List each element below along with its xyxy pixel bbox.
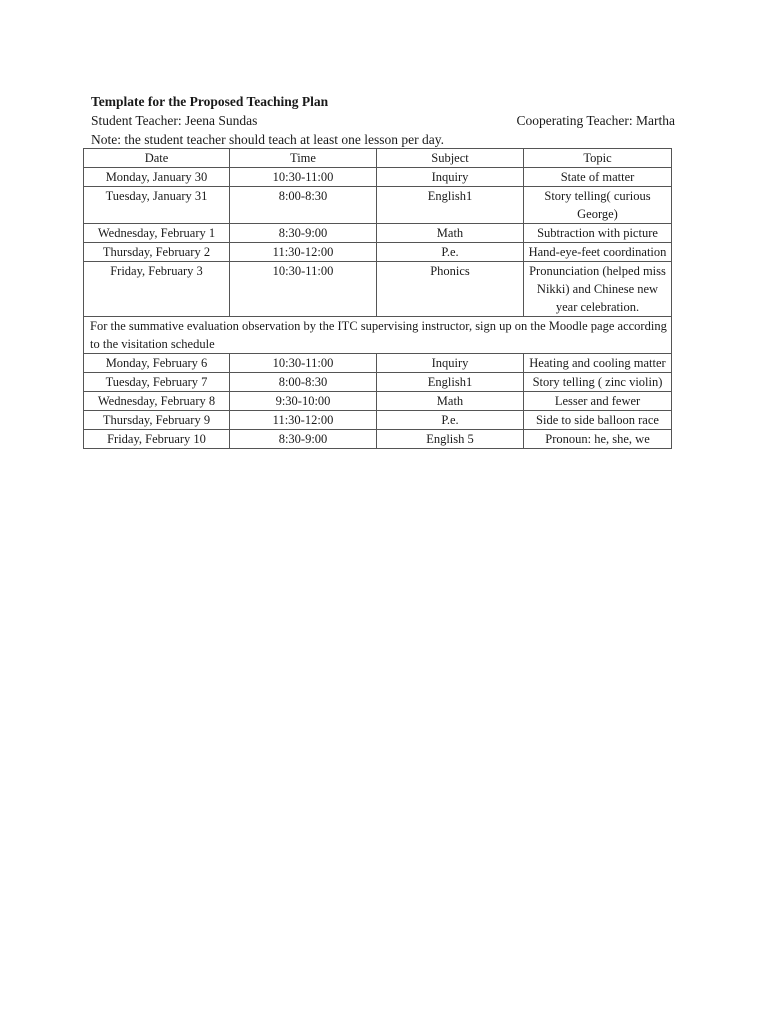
cell-topic: Story telling( curious George): [524, 187, 672, 224]
cell-topic: Lesser and fewer: [524, 392, 672, 411]
cell-date: Tuesday, January 31: [84, 187, 230, 224]
cell-topic: Pronoun: he, she, we: [524, 430, 672, 449]
cell-topic: Hand-eye-feet coordination: [524, 243, 672, 262]
cell-subject: Math: [377, 392, 524, 411]
header-date: Date: [84, 149, 230, 168]
student-teacher: Student Teacher: Jeena Sundas: [91, 113, 258, 128]
cell-topic: Heating and cooling matter: [524, 354, 672, 373]
cell-date: Wednesday, February 8: [84, 392, 230, 411]
table-row: [84, 392, 672, 411]
header-time: Time: [230, 149, 377, 168]
cell-time: 8:00-8:30: [230, 187, 377, 224]
cell-date: Friday, February 10: [84, 430, 230, 449]
cell-time: 11:30-12:00: [230, 411, 377, 430]
cell-date: Tuesday, February 7: [84, 373, 230, 392]
cell-time: 11:30-12:00: [230, 243, 377, 262]
cell-date: Monday, February 6: [84, 354, 230, 373]
cell-time: 8:30-9:00: [230, 224, 377, 243]
cell-topic: Pronunciation (helped miss Nikki) and Chinese new year celebration.: [524, 262, 672, 317]
cell-time: 9:30-10:00: [230, 392, 377, 411]
cell-subject: English1: [377, 373, 524, 392]
summative-evaluation-notice: For the summative evaluation observation by the ITC supervising instructor, sign up on the Moodle page according to the visitation schedule: [84, 317, 672, 354]
teaching-plan-page: [83, 92, 673, 449]
table-row: [84, 354, 672, 373]
table-row: [84, 262, 672, 317]
note: Note: the student teacher should teach at least one lesson per day.: [91, 132, 445, 147]
cell-subject: Math: [377, 224, 524, 243]
cell-time: 8:00-8:30: [230, 373, 377, 392]
teachers-line: [83, 111, 673, 130]
cell-topic: Story telling ( zinc violin): [524, 373, 672, 392]
cell-subject: P.e.: [377, 243, 524, 262]
cell-topic: State of matter: [524, 168, 672, 187]
table-row: [84, 411, 672, 430]
cell-subject: Phonics: [377, 262, 524, 317]
cell-time: 10:30-11:00: [230, 168, 377, 187]
cell-time: 8:30-9:00: [230, 430, 377, 449]
header-topic: Topic: [524, 149, 672, 168]
table-header-row: [84, 149, 672, 168]
cell-date: Friday, February 3: [84, 262, 230, 317]
cell-date: Monday, January 30: [84, 168, 230, 187]
document-title: Template for the Proposed Teaching Plan: [91, 94, 329, 109]
header-subject: Subject: [377, 149, 524, 168]
cell-subject: English 5: [377, 430, 524, 449]
table-row: [84, 430, 672, 449]
notice-row: [84, 317, 672, 354]
cell-date: Thursday, February 2: [84, 243, 230, 262]
table-row: [84, 373, 672, 392]
table-row: [84, 224, 672, 243]
cell-date: Wednesday, February 1: [84, 224, 230, 243]
cell-date: Thursday, February 9: [84, 411, 230, 430]
cell-topic: Subtraction with picture: [524, 224, 672, 243]
table-row: [84, 243, 672, 262]
schedule-table: [83, 148, 672, 449]
cell-time: 10:30-11:00: [230, 262, 377, 317]
cell-subject: English1: [377, 187, 524, 224]
cell-topic: Side to side balloon race: [524, 411, 672, 430]
table-row: [84, 168, 672, 187]
cell-subject: P.e.: [377, 411, 524, 430]
cell-time: 10:30-11:00: [230, 354, 377, 373]
cooperating-teacher: Cooperating Teacher: Martha: [516, 113, 675, 128]
cell-subject: Inquiry: [377, 354, 524, 373]
cell-subject: Inquiry: [377, 168, 524, 187]
table-row: [84, 187, 672, 224]
